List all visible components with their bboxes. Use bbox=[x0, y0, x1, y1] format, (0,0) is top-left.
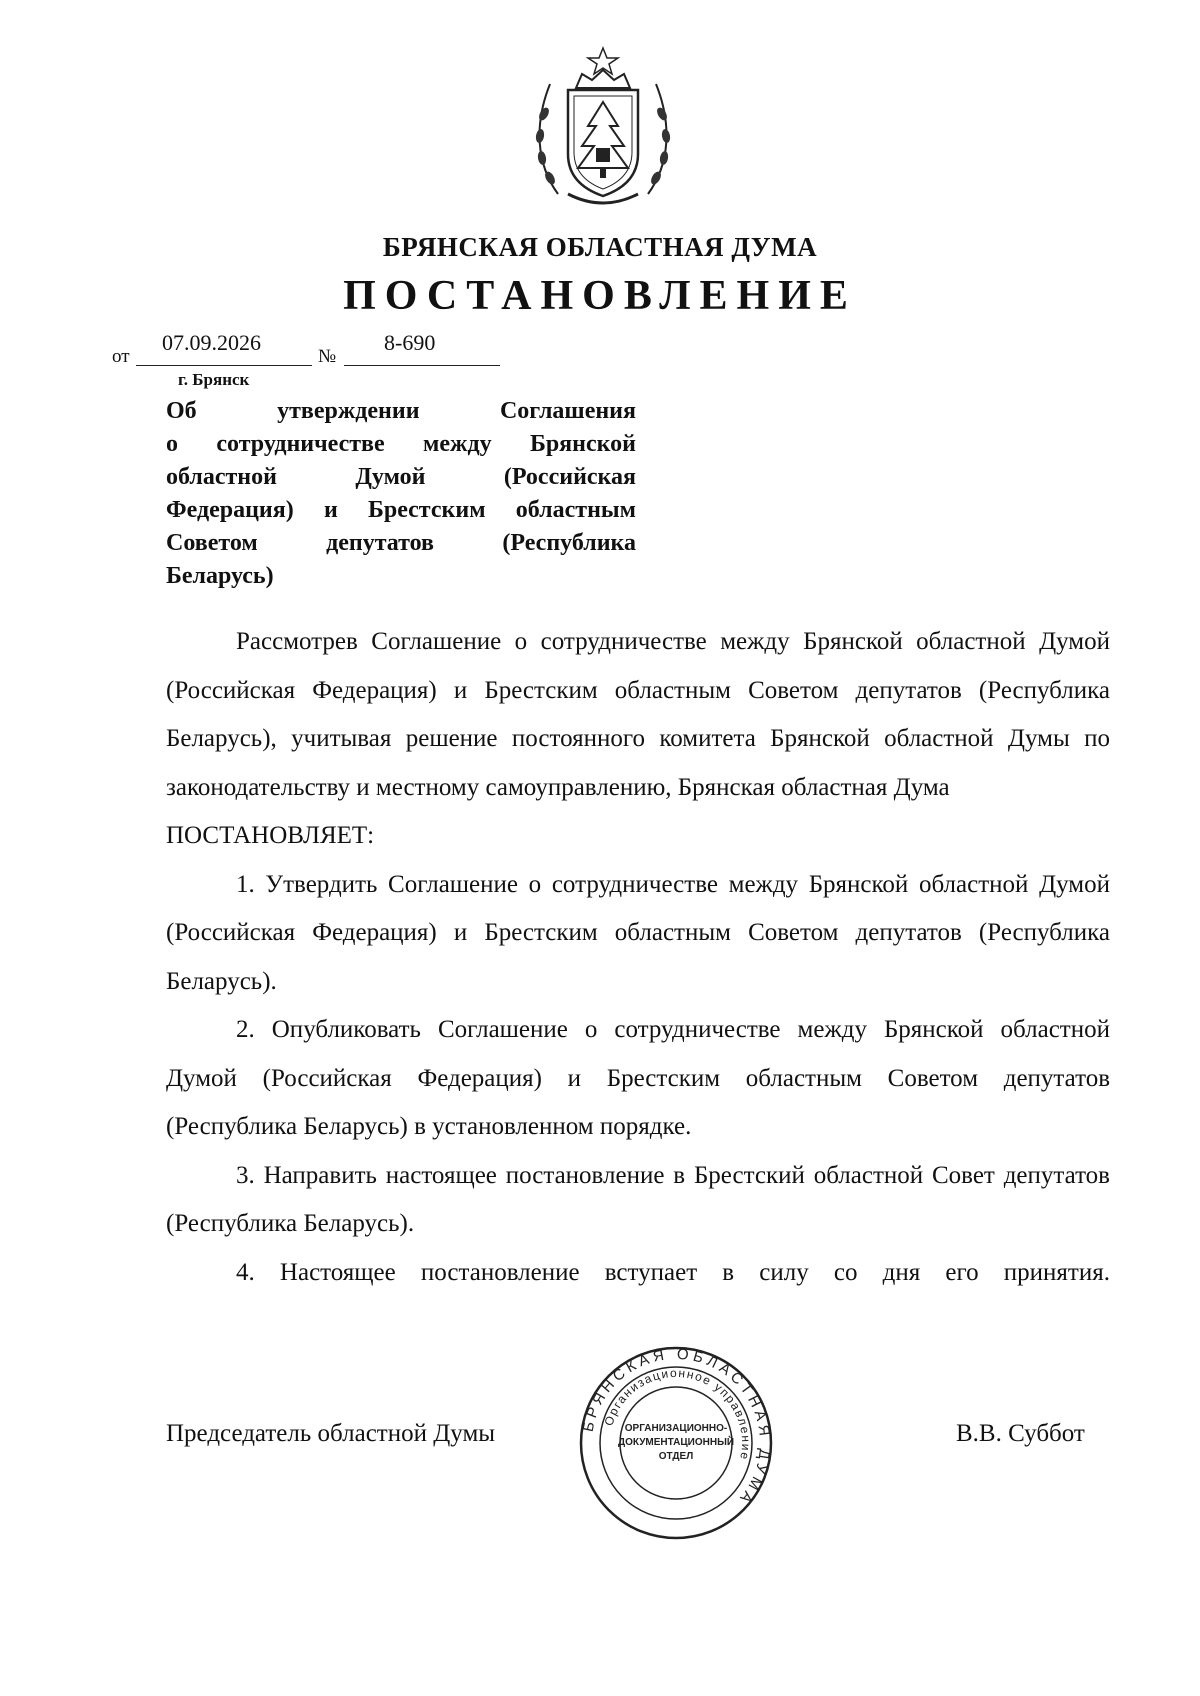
date-underline bbox=[136, 365, 312, 366]
number-underline bbox=[344, 365, 500, 366]
from-label: от bbox=[112, 346, 130, 367]
resolution-item: 1. Утвердить Соглашение о сотрудничестве между Брянской областной Думой (Российская Федерация) и Брестским областным Советом депутатов (Республика Беларусь). bbox=[166, 870, 1110, 995]
signatory-name: В.В. Суббот bbox=[956, 1420, 1085, 1447]
city-label: г. Брянск bbox=[178, 370, 250, 389]
stamp-outer-text: БРЯНСКАЯ ОБЛАСТНАЯ ДУМА bbox=[579, 1345, 774, 1510]
resolution-item: 4. Настоящее постановление вступает в силу со дня его принятия. bbox=[236, 1258, 1110, 1286]
number-label: № bbox=[318, 346, 337, 367]
subject-line: Федерация) и Брестским областным bbox=[166, 497, 636, 523]
subject-line: о сотрудничестве между Брянской bbox=[166, 431, 636, 457]
stamp-inner-ring-text: Организационное управление bbox=[601, 1365, 754, 1462]
organization-title: БРЯНСКАЯ ОБЛАСТНАЯ ДУМА bbox=[382, 232, 818, 262]
preamble-paragraph: Рассмотрев Соглашение о сотрудничестве между Брянской областной Думой (Российская Федерация) и Брестским областным Советом депутатов (Республика Беларусь), учитывая решение постоянного комитета Брянской областной Думы по законодательству и местному самоуправлению, Брянская областная Дума bbox=[166, 628, 1110, 801]
resolves-heading: ПОСТАНОВЛЯЕТ: bbox=[166, 822, 375, 849]
official-stamp bbox=[578, 1345, 774, 1541]
document-number: 8-690 bbox=[384, 330, 436, 355]
stamp-center-line: ДОКУМЕНТАЦИОННЫЙ bbox=[617, 1437, 735, 1448]
subject-line: Об утверждении Соглашения bbox=[166, 398, 636, 424]
document-body bbox=[166, 618, 1110, 1297]
subject-line: областной Думой (Российская bbox=[166, 464, 636, 490]
document-type-title: ПОСТАНОВЛЕНИЕ bbox=[343, 273, 857, 319]
document-subject bbox=[166, 395, 636, 593]
subject-line: Советом депутатов (Республика bbox=[166, 530, 636, 556]
resolution-item: 3. Направить настоящее постановление в Брестский областной Совет депутатов (Республика Беларусь). bbox=[166, 1161, 1110, 1237]
signatory-position: Председатель областной Думы bbox=[166, 1420, 496, 1447]
subject-line: Беларусь) bbox=[166, 563, 274, 589]
resolution-item: 2. Опубликовать Соглашение о сотрудничестве между Брянской областной Думой (Российская Федерация) и Брестским областным Советом депутатов (Республика Беларусь) в установленном порядке. bbox=[166, 1016, 1110, 1140]
document-date: 07.09.2026 bbox=[162, 330, 261, 355]
stamp-center-line: ОТДЕЛ bbox=[658, 1451, 694, 1462]
stamp-center-line: ОРГАНИЗАЦИОННО- bbox=[624, 1423, 728, 1434]
coat-of-arms-emblem bbox=[528, 44, 678, 212]
